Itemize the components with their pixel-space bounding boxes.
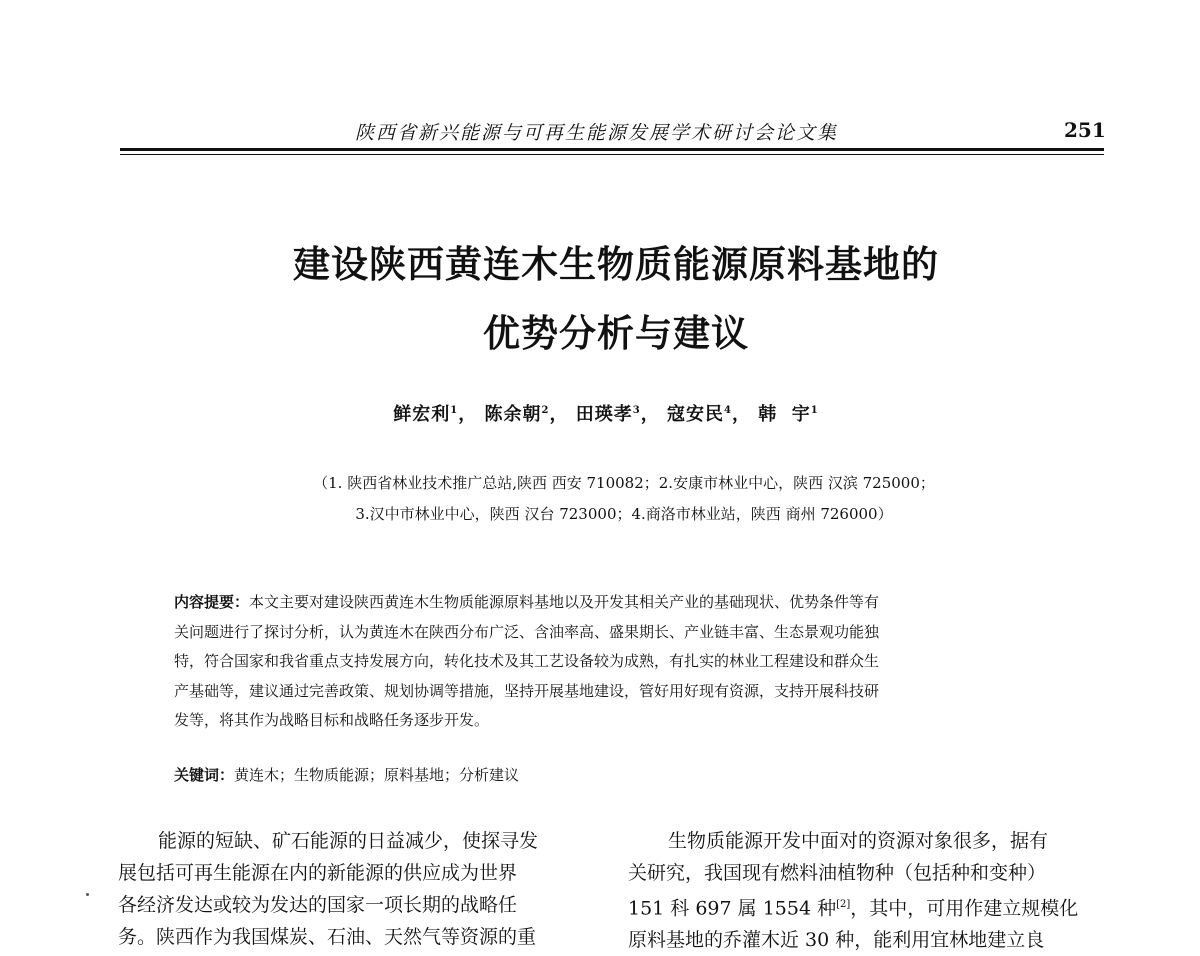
abstract-label: 内容提要： [174,593,250,611]
body-line: 原料基地的乔灌木近 30 种，能利用宜林地建立良 [628,929,1045,952]
paper-title-line-2: 优势分析与建议 [483,311,749,355]
author: 韩 宇$^1$ [758,404,819,425]
keywords [174,764,519,785]
author: 田瑛孝$^3$ [575,404,641,425]
abstract-line: 特，符合国家和我省重点支持发展方向，转化技术及其工艺设备较为成熟，有扎实的林业工程建设和群众生 [174,652,880,670]
abstract-line: 产基础等，建议通过完善政策、规划协调等措施，坚持开展基地建设，管好用好现有资源，支持开展科技研 [174,681,880,700]
citation: [2] [836,899,851,910]
header-rule-thick [120,148,1104,151]
keywords-text: 黄连木；生物质能源；原料基地；分析建议 [234,766,520,784]
body-column-right [628,825,1108,956]
body-line: 能源的短缺、矿石能源的日益减少，使探寻发 [158,830,539,852]
body-line: 各经济发达或较为发达的国家一项长期的战略任 [118,894,518,916]
abstract-line: 关问题进行了探讨分析，认为黄连木在陕西分布广泛、含油率高、盛果期长、产业链丰富、生态景观功能独 [174,622,880,641]
body-line: 生物质能源开发中面对的资源对象很多，据有 [668,830,1049,852]
abstract-line: 内容提要：本文主要对建设陕西黄连木生物质能源原料基地以及开发其相关产业的基础现状、优势条件等有 [174,593,880,611]
page-number: 251 [1064,118,1106,142]
scan-speck [86,893,89,896]
author: 陈余朝$^2$ [484,404,550,425]
author: 寇安民$^4$ [666,404,732,425]
author: 鲜宏利$^1$ [393,404,459,425]
header-rule-thin [120,154,1104,155]
body-line: 展包括可再生能源在内的新能源的供应成为世界 [118,862,518,884]
body-column-left [118,825,598,953]
affiliation-line-2: 3.汉中市林业中心，陕西 汉台 723000；4.商洛市林业站，陕西 商州 726000） [355,505,893,523]
body-line: 151 科 697 属 1554 种[2]，其中，可用作建立规模化 [628,897,1079,920]
running-header: 陕西省新兴能源与可再生能源发展学术研讨会论文集 [355,122,839,144]
affiliation-line-1: （1. 陕西省林业技术推广总站,陕西 西安 710082；2.安康市林业中心，陕西 汉滨 725000； [313,474,935,492]
paper-title-line-1: 建设陕西黄连木生物质能源原料基地的 [293,242,939,286]
keywords-label: 关键词： [174,766,235,784]
body-line: 务。陕西作为我国煤炭、石油、天然气等资源的重 [118,926,537,948]
abstract-line: 发等，将其作为战略目标和战略任务逐步开发。 [174,711,490,729]
abstract [174,588,1074,736]
author-list: 鲜宏利$^1$， 陈余朝$^2$， 田瑛孝$^3$， 寇安民$^4$， 韩 宇$^1$ [393,404,819,425]
body-line: 关研究，我国现有燃料油植物种（包括种和变种） [628,862,1047,884]
